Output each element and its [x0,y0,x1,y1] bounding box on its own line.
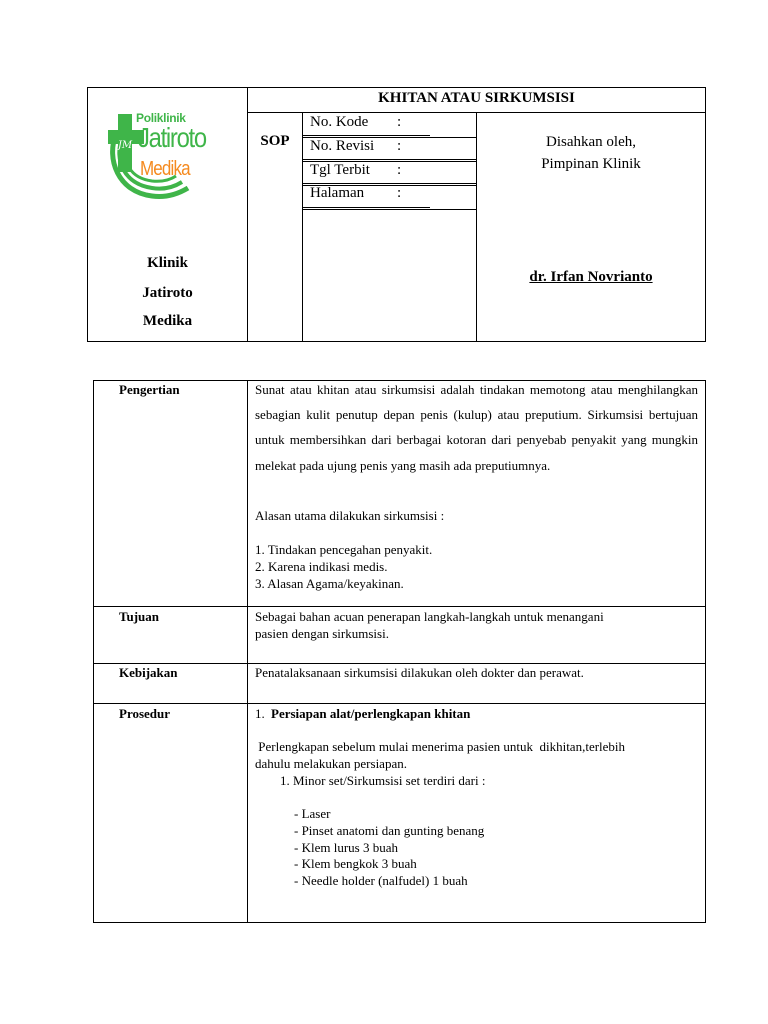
logo-sub-text: Medika [140,158,190,180]
field-no-kode-label: No. Kode [310,114,369,130]
pengertian-paragraph: Sunat atau khitan atau sirkumsisi adalah tindakan memotong atau menghilangkan sebagian kulit penutup depan penis (kulup) atau preputium. Sirkumsisi bertujuan untuk membersihkan dari berbagai kotoran dari penyebab penyakit yang mungkin melekat pada ujung penis yang masih ada preputiumnya. [255,382,698,473]
tool-item: - Klem bengkok 3 buah [294,856,417,871]
pengertian-intro: Alasan utama dilakukan sirkumsisi : [255,508,445,523]
approval-line-1: Disahkan oleh, [546,134,636,150]
clinic-name-line-2: Jatiroto [142,285,193,301]
pengertian-item-3: 3. Alasan Agama/keyakinan. [255,576,404,591]
prosedur-sub-item: 1. Minor set/Sirkumsisi set terdiri dari : [280,773,486,788]
field-no-kode-colon: : [397,114,402,130]
prosedur-intro-line-2: dahulu melakukan persiapan. [255,756,407,771]
logo-top-text: Poliklinik [136,111,186,125]
clinic-logo [104,104,246,200]
kebijakan-text: Penatalaksanaan sirkumsisi dilakukan oleh dokter dan perawat. [255,665,584,680]
field-halaman-colon: : [397,185,402,201]
tool-item: - Needle holder (nalfudel) 1 buah [294,873,468,888]
document-title: KHITAN ATAU SIRKUMSISI [378,90,575,106]
logo-monogram: JM [117,140,133,151]
tujuan-line-1: Sebagai bahan acuan penerapan langkah-langkah untuk menangani [255,609,604,624]
field-tgl-terbit-label: Tgl Terbit [310,162,370,178]
prosedur-heading-number: 1. [255,706,265,721]
label-prosedur: Prosedur [119,706,171,721]
pengertian-item-2: 2. Karena indikasi medis. [255,559,388,574]
signatory-name: dr. Irfan Novrianto [529,269,653,285]
tool-item: - Klem lurus 3 buah [294,840,398,855]
label-kebijakan: Kebijakan [119,665,178,680]
sop-label: SOP [260,133,290,149]
tool-item: - Pinset anatomi dan gunting benang [294,823,485,838]
clinic-name-line-1: Klinik [147,255,188,271]
label-pengertian: Pengertian [119,382,180,397]
label-tujuan: Tujuan [119,609,159,624]
approval-line-2: Pimpinan Klinik [541,156,641,172]
prosedur-intro-line-1: Perlengkapan sebelum mulai menerima pasien untuk dikhitan,terlebih [255,739,626,754]
field-halaman-label: Halaman [310,185,365,201]
tujuan-line-2: pasien dengan sirkumsisi. [255,626,389,641]
field-no-revisi-label: No. Revisi [310,138,375,154]
prosedur-heading: Persiapan alat/perlengkapan khitan [271,706,471,721]
field-no-revisi-colon: : [397,138,402,154]
clinic-name-line-3: Medika [142,313,193,329]
tool-item: - Laser [294,806,331,821]
field-tgl-terbit-colon: : [397,162,402,178]
logo-main-text: Jatiroto [138,122,206,153]
pengertian-item-1: 1. Tindakan pencegahan penyakit. [255,542,433,557]
